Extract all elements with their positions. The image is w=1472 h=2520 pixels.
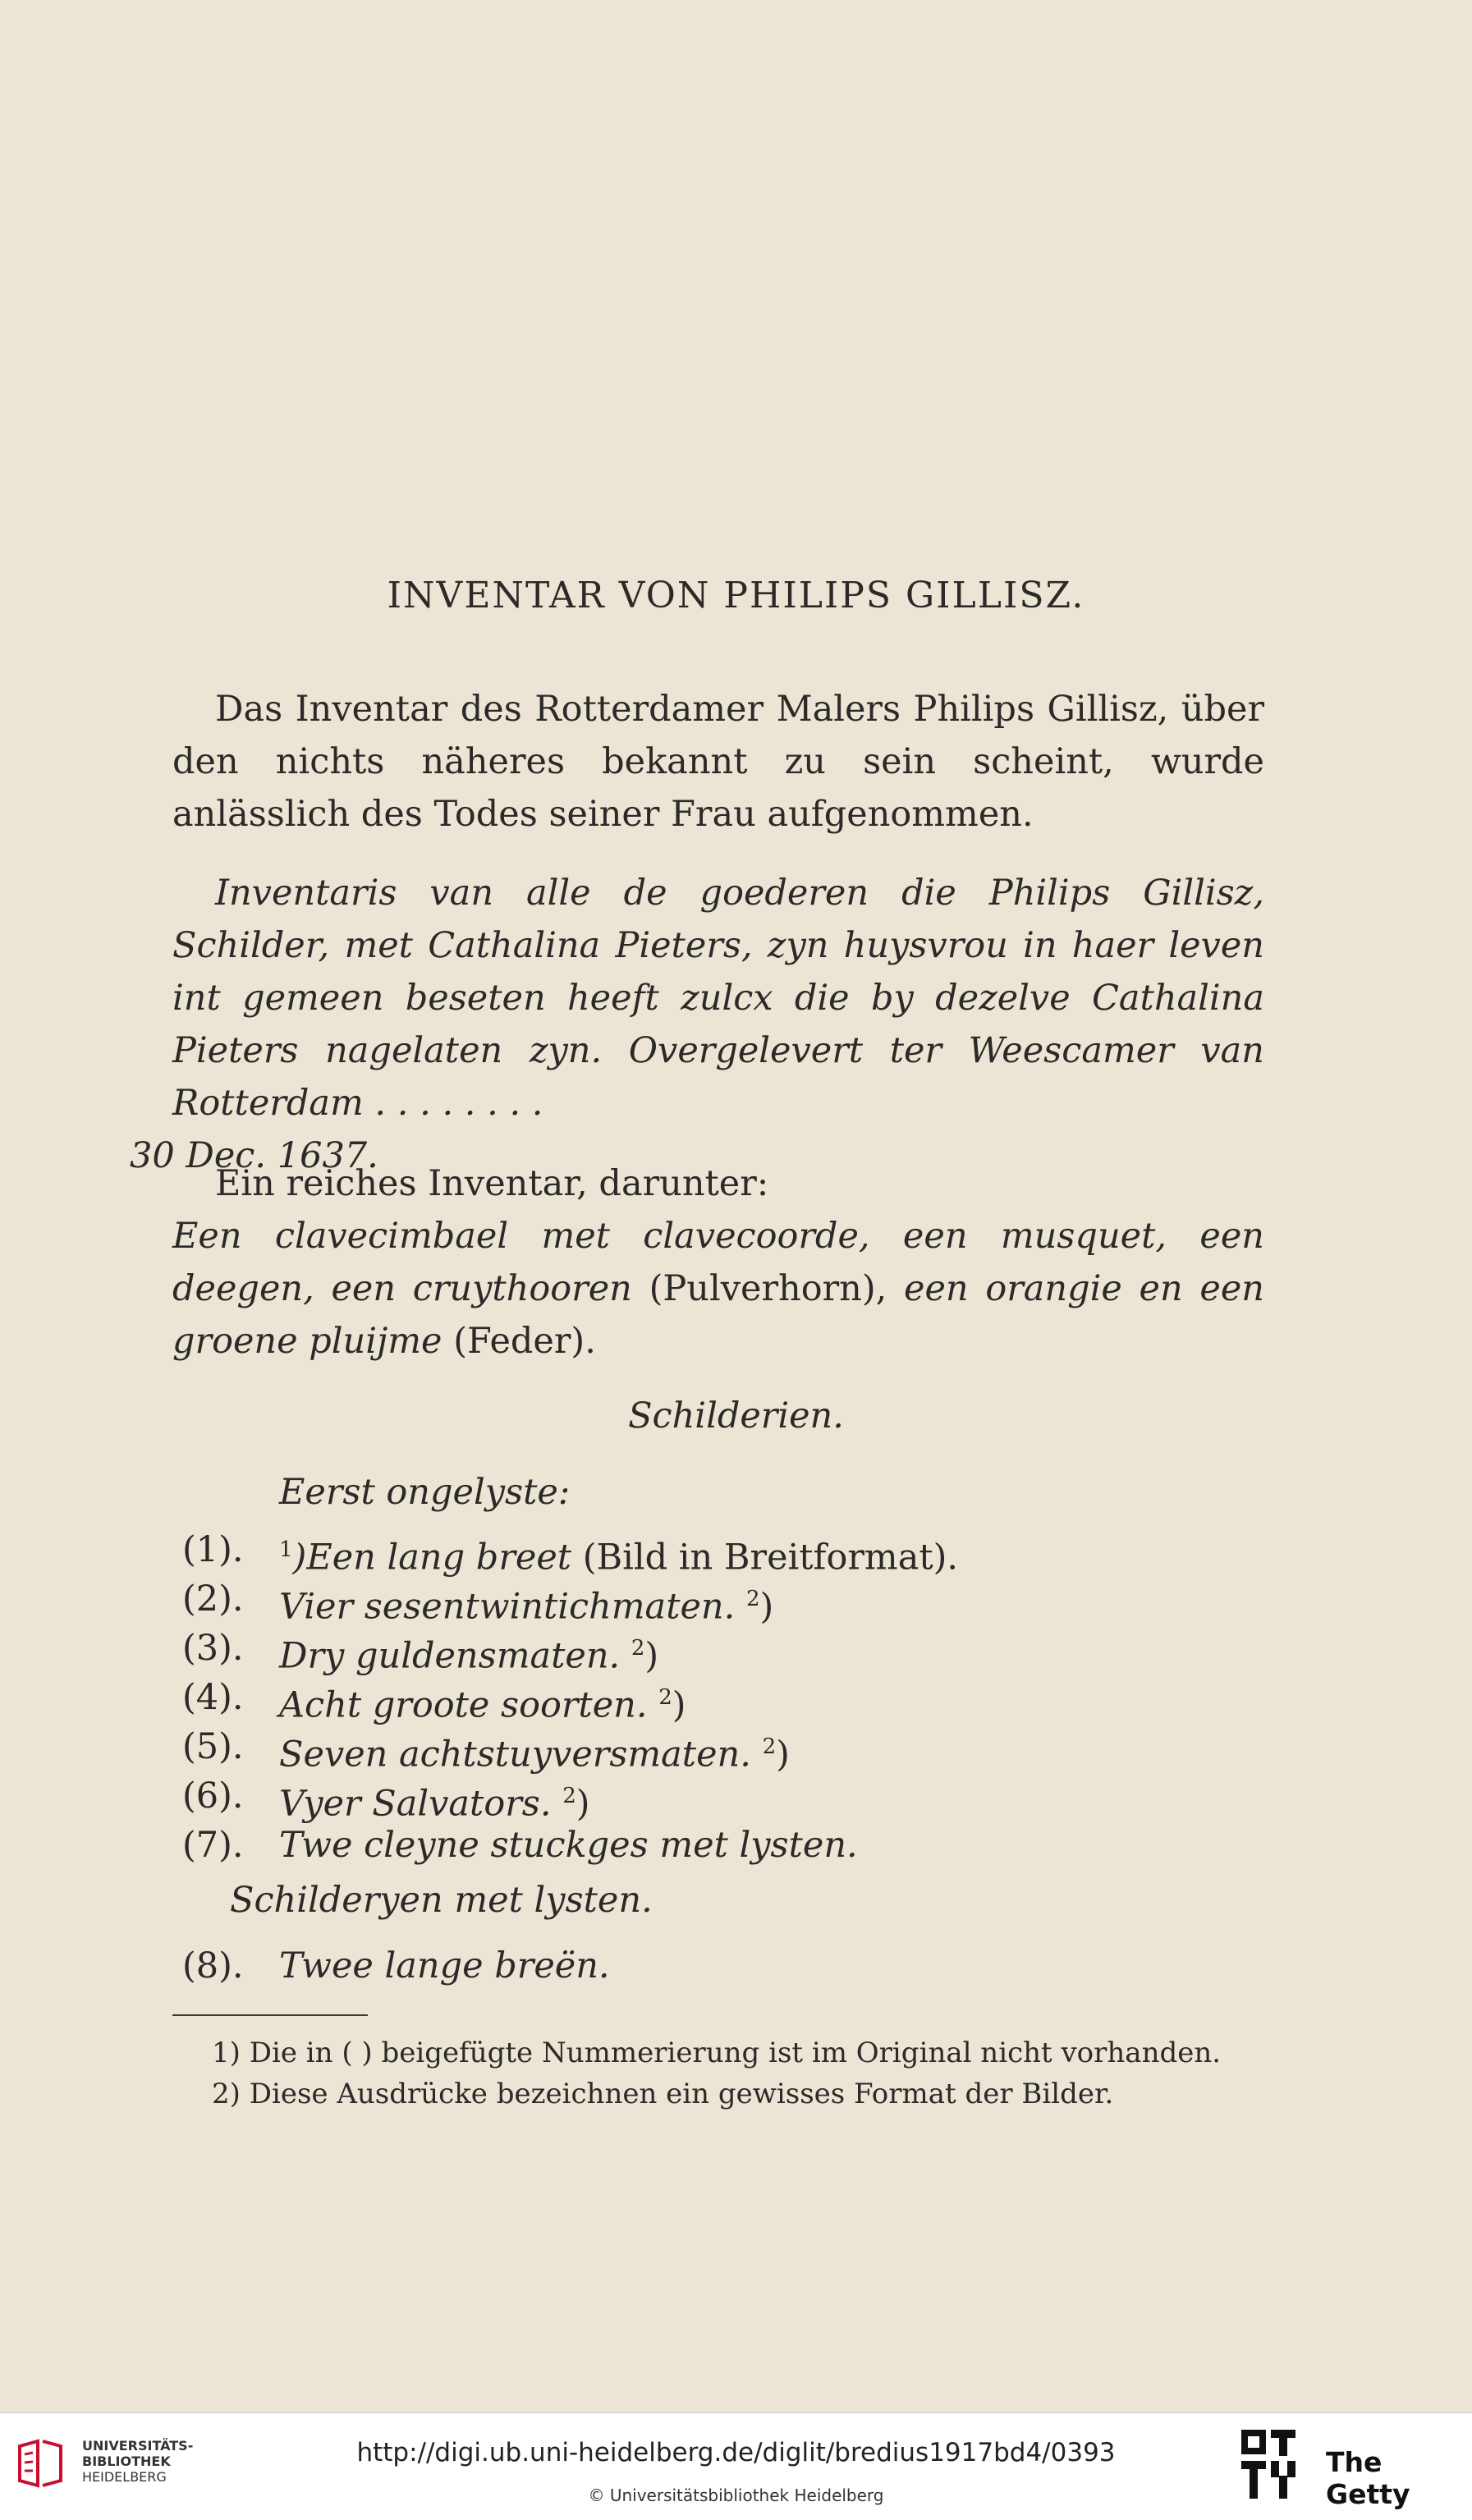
item-number: (1). — [182, 1529, 244, 1570]
section-heading: Schilderien. — [628, 1395, 844, 1436]
list-item — [182, 1771, 1250, 1825]
item-text: Seven achtstuyversmaten. — [279, 1734, 751, 1775]
summary-intro: Ein reiches Inventar, darunter: — [215, 1163, 769, 1204]
item-text-wrap — [279, 1525, 959, 1578]
item-text-wrap — [279, 1722, 790, 1775]
footnote-ref: 2 — [658, 1685, 672, 1710]
footnote: 2) Diese Ausdrücke bezeichnen ein gewisses Format der Bilder. — [212, 2078, 1114, 2110]
footnote-close: ) — [576, 1783, 590, 1825]
list-item — [182, 1624, 1250, 1677]
item-text: )Een lang breet — [292, 1537, 572, 1578]
digitization-footer — [0, 2412, 1472, 2520]
footnote: 1) Die in ( ) beigefügte Nummerierung ist im Original nicht vorhanden. — [212, 2037, 1222, 2069]
footnote-ref: 2 — [631, 1636, 645, 1661]
item-gloss: (Bild in Breitformat). — [582, 1537, 959, 1578]
subheading-unlisted: Eerst ongelyste: — [279, 1472, 571, 1513]
item-text-wrap — [279, 1673, 686, 1726]
item-number: (8). — [182, 1945, 244, 1986]
painting-list — [182, 1525, 1250, 1870]
list-item — [182, 1673, 1250, 1726]
item-number: (4). — [182, 1677, 244, 1718]
footnote-ref: 2 — [762, 1734, 777, 1759]
summary-gloss-b: (Feder). — [453, 1321, 596, 1362]
getty-logo-icon — [1240, 2428, 1299, 2504]
summary-items-b: een orangie en een groene pluijme — [172, 1268, 1264, 1362]
item-number: (2). — [182, 1578, 244, 1620]
intro-paragraph: Das Inventar des Rotterdamer Malers Philips Gillisz, über den nichts näheres bekannt zu sein scheint, wurde anlässlich des Todes seiner Frau aufgenommen. — [172, 689, 1264, 835]
item-text: Twee lange breën. — [279, 1945, 610, 1986]
page-title: INVENTAR VON PHILIPS GILLISZ. — [387, 575, 1085, 616]
item-text-wrap — [279, 1771, 590, 1825]
item-text: Twe cleyne stuckges met lysten. — [279, 1825, 858, 1866]
inventory-quote — [130, 867, 1264, 1182]
footnote-close: ) — [672, 1684, 686, 1726]
item-text: Vyer Salvators. — [279, 1783, 552, 1825]
footnote-close: ) — [776, 1734, 790, 1775]
footnote-close: ) — [644, 1635, 659, 1677]
item-number: (6). — [182, 1775, 244, 1817]
copyright-notice: © Universitätsbibliothek Heidelberg — [588, 2486, 884, 2505]
item-text: Vier sesentwintichmaten. — [279, 1586, 736, 1628]
item-text: Acht groote soorten. — [279, 1684, 648, 1726]
subheading-with-frames: Schilderyen met lysten. — [230, 1880, 653, 1921]
partner-name: The Getty — [1326, 2446, 1410, 2510]
list-item — [182, 1945, 610, 1986]
inventory-summary — [172, 1157, 1264, 1368]
item-text-wrap — [279, 1624, 659, 1677]
item-text: Dry guldensmaten. — [279, 1635, 621, 1677]
summary-items-a: Een clavecimbael met clavecoorde, een musquet, een deegen, een cruythooren — [172, 1216, 1264, 1309]
footnote-ref: 2 — [745, 1587, 760, 1611]
list-item — [182, 1722, 1250, 1775]
list-item — [182, 1525, 1250, 1578]
library-line: BIBLIOTHEK — [82, 2454, 171, 2469]
library-line: UNIVERSITÄTS- — [82, 2438, 194, 2454]
footnote-close: ) — [759, 1586, 774, 1628]
inventory-quote-text: Inventaris van alle de goederen die Philips Gillisz, Schilder, met Cathalina Pieters, zyn huysvrou in haer leven int gemeen beseten heeft zulcx die by dezelve Cathalina Pieters nagelaten zyn. Overgelevert ter Weescamer van Rotterdam . . . . . . . . — [172, 873, 1264, 1124]
footnote-divider — [172, 2014, 368, 2016]
item-number: (5). — [182, 1726, 244, 1767]
library-line: HEIDELBERG — [82, 2469, 167, 2485]
footnote-ref: 2 — [562, 1784, 576, 1808]
inventory-date: 30 Dec. 1637. — [130, 1135, 378, 1176]
source-url-link[interactable]: http://digi.ub.uni-heidelberg.de/diglit/bredius1917bd4/0393 — [356, 2438, 1116, 2467]
footnote-ref: 1 — [279, 1537, 293, 1562]
item-number: (7). — [182, 1825, 244, 1866]
item-number: (3). — [182, 1628, 244, 1669]
summary-gloss-a: (Pulverhorn), — [649, 1268, 887, 1309]
item-text-wrap — [279, 1574, 774, 1628]
list-item — [182, 1574, 1250, 1628]
list-item — [182, 1821, 1250, 1870]
